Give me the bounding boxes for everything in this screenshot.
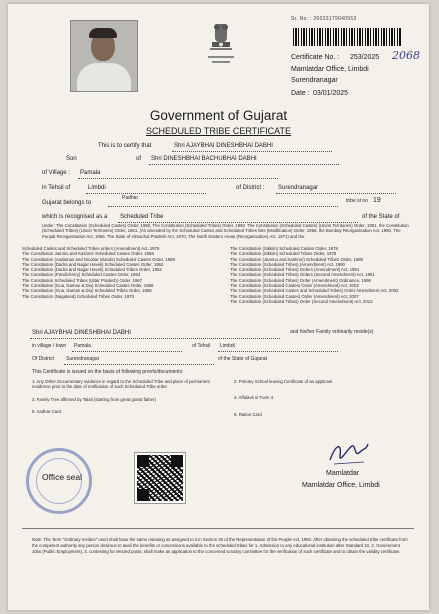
certificate-page: [8, 4, 429, 610]
date-label: Date :: [291, 90, 310, 97]
tehsil-label: in Tehsil of: [42, 185, 71, 191]
issue-date: 03/01/2025: [313, 90, 349, 97]
proof-item: 6. Ration Card: [234, 411, 262, 417]
order-item: The Constitution (Goa, Daman & Diu) Scheduled Castes Order, 1968: [22, 283, 154, 289]
son-label: Son: [66, 156, 77, 162]
order-item: The Constitution (Scheduled Castes) Order (Amendment) Act, 2007: [230, 293, 359, 299]
footer-divider: [22, 528, 414, 529]
orders-left-list: [22, 246, 222, 299]
order-item: The Constitution (Scheduled Tribes) Orders (Amendment) Act, 1991: [230, 267, 360, 273]
residence-district-label: Of District: [32, 356, 54, 362]
issuing-office: Mamlatdar Office, Limbdi: [291, 66, 369, 73]
father-name: Shri DINESHBHAI BACHUBHAI DABHI: [151, 156, 257, 162]
family-reside-label: and his/her Family ordinarily reside(s): [290, 329, 374, 335]
recognised-label: which is recognised as a: [42, 214, 108, 220]
certify-label: This is to certify that: [98, 143, 152, 149]
under-constitution-text: Under: The Constitution (Scheduled Castes) Order, 1950, The Constitution (Scheduled Tribes) Order, 1950. The Constitution (Scheduled Castes) (Union Territories) Order, 1951, the Constitution (Scheduled Tribes) (Union Territories) Order, 1951. (As amended by the Scheduled Castes and Scheduled Tribes lists (Modification) Order, 1956, the Bombay Reorganisation Act, 1960, The Punjab Reorganisation Act, 1966, The State of Himachal Pradesh Act, 1970, The North Eastern Areas (Reorganisation) Act, 1971) and the: [42, 223, 409, 239]
state-emblem-icon: [204, 20, 238, 68]
proof-item: 4. Affidavit in Form 4: [234, 395, 274, 401]
village-value: Pamala: [80, 170, 101, 176]
serial-number: Sr. No. : 26033179040553: [291, 16, 357, 22]
residence-district: Surendranagar: [66, 356, 100, 362]
district-value: Surendranagar: [278, 185, 319, 191]
village-label: of Village :: [42, 170, 70, 176]
proof-item: 5. Aadhar Card: [32, 408, 61, 414]
applicant-photo: [70, 20, 138, 92]
state-label: of the State of: [362, 214, 400, 220]
recognised-value: Scheduled Tribe: [120, 214, 164, 220]
proof-item: 1. Any Other Documentary evidence in regard to the Scheduled Tribe and place of permanent residence prior to the date of notification of such Scheduled Tribe order: [32, 379, 210, 390]
order-item: Scheduled Castes and Scheduled Tribes orders (Amendment) Act, 1976: [22, 246, 160, 251]
tribe-name: Padhar: [122, 195, 139, 201]
resident-name: Shri AJAYBHAI DINESHBHAI DABHI: [32, 330, 131, 336]
proofs-right: [234, 379, 414, 424]
order-item: The Constitution (Sikkim) Scheduled Castes Order, 1978: [230, 246, 338, 251]
issuing-district: Surendranagar: [291, 77, 338, 84]
order-item: The Constitution Scheduled Tribes (Uttar Pradesh) Order, 1967: [22, 277, 143, 283]
proofs-left: [32, 379, 212, 421]
proof-item: 3. Family Tree affirmed by Talati (starting from great grand father): [32, 396, 157, 402]
issued-basis: This Certificate is issued on the basis of following proofs/documents:: [32, 369, 184, 375]
residence-state: of the State of Gujarat: [218, 356, 267, 362]
order-item: The Constitution (Dadra and Nagar Haveli) Scheduled Tribes Order, 1962: [22, 267, 162, 273]
district-label: of District :: [236, 185, 265, 191]
order-item: The Constitution (Jammu and Kashmir) Scheduled Tribes Order, 1989: [230, 256, 364, 262]
order-item: The Constitution (Scheduled Castes and Scheduled Tribes) Order Amendment Act, 2002: [230, 288, 399, 294]
barcode: [293, 28, 401, 46]
belongs-label: Gujarat belongs to: [42, 200, 92, 206]
order-item: The Constitution (Scheduled Tribes) Orders (Second Amendment) Act, 1991: [230, 272, 375, 278]
tribe-number: 19: [373, 197, 381, 204]
of-label: of: [136, 156, 142, 162]
certificate-number: 253/2025: [350, 54, 380, 61]
signature-icon: [326, 438, 370, 468]
order-item: The Constitution (Sikkim) Scheduled Tribes Order, 1978: [230, 251, 337, 257]
signatory-office: Mamlatdar Office, Limbdi: [302, 482, 380, 489]
applicant-name: Shri AJAYBHAI DINESHBHAI DABHI: [174, 143, 273, 149]
order-item: The Constitution (Nagaland) Scheduled Tribes Order, 1970: [22, 293, 135, 299]
orders-right-list: [230, 246, 420, 304]
residence-village: Pamala: [74, 343, 91, 349]
residence-tehsil-label: of Tehsil: [192, 343, 211, 349]
residence-tehsil: Limbdi: [220, 343, 235, 349]
signatory-title: Mamlatdar: [326, 470, 360, 477]
order-item: The Constitution (Scheduled Castes) Order (Amendment) Act, 2002: [230, 283, 359, 289]
order-item: The Constitution (Goa, Daman & Diu) Scheduled Tribes Order, 1968: [22, 288, 152, 294]
tribe-no-label: tribe st no: [346, 198, 368, 204]
certificate-title: SCHEDULED TRIBE CERTIFICATE: [145, 126, 292, 136]
order-item: The Constitution (Scheduled Tribes) Order (Amendment) Ordinance, 1996: [230, 277, 371, 283]
certificate-number-handwritten: 2068: [392, 49, 420, 62]
certificate-number-label: Certificate No. :: [291, 54, 340, 61]
proof-item: 2. Primary School leaving Certificate of an applicant: [234, 379, 333, 384]
order-item: The Constitution (Andaman and Nicobar Islands) Scheduled Castes Order, 1959: [22, 256, 175, 262]
order-item: The Constitution Jammu and Kashmir Scheduled Castes Order, 1956: [22, 251, 154, 257]
qr-code: [134, 452, 186, 504]
footer-note: Note: The Term "Ordinary resides" used shall have the same meaning as assigned to it in Section 20 of the Representation of the People Act, 1950. After obtaining the scheduled tribe certificate from the competent authority any person desirous to avail the benefits or concessions available to the scheduled tribes for 1. Admission to any educational institution after Standard 10, 2. Government Jobs (Public Employment), 3. contesting for elected posts, shall make an application to the concerned scrutiny committee for the verification of such certificate and to obtain the validity certificate.: [32, 537, 408, 555]
order-item: The Constitution (Scheduled Tribes) (Amendment) Act, 1990: [230, 261, 345, 267]
order-item: The Constitution (Dadra and Nagar Haveli) Scheduled Castes Order, 1962: [22, 261, 164, 267]
tehsil-value: Limbdi: [88, 185, 106, 191]
order-item: The Constitution (Scheduled Tribes) Order (Second Amendment) Act, 2012: [230, 298, 373, 304]
order-item: The Constitution (Pondicherry) Scheduled Castes Order, 1964: [22, 272, 141, 278]
office-seal-label: Office seal: [42, 472, 83, 482]
residence-village-label: in village / town: [32, 343, 67, 349]
government-title: Government of Gujarat: [149, 108, 288, 123]
